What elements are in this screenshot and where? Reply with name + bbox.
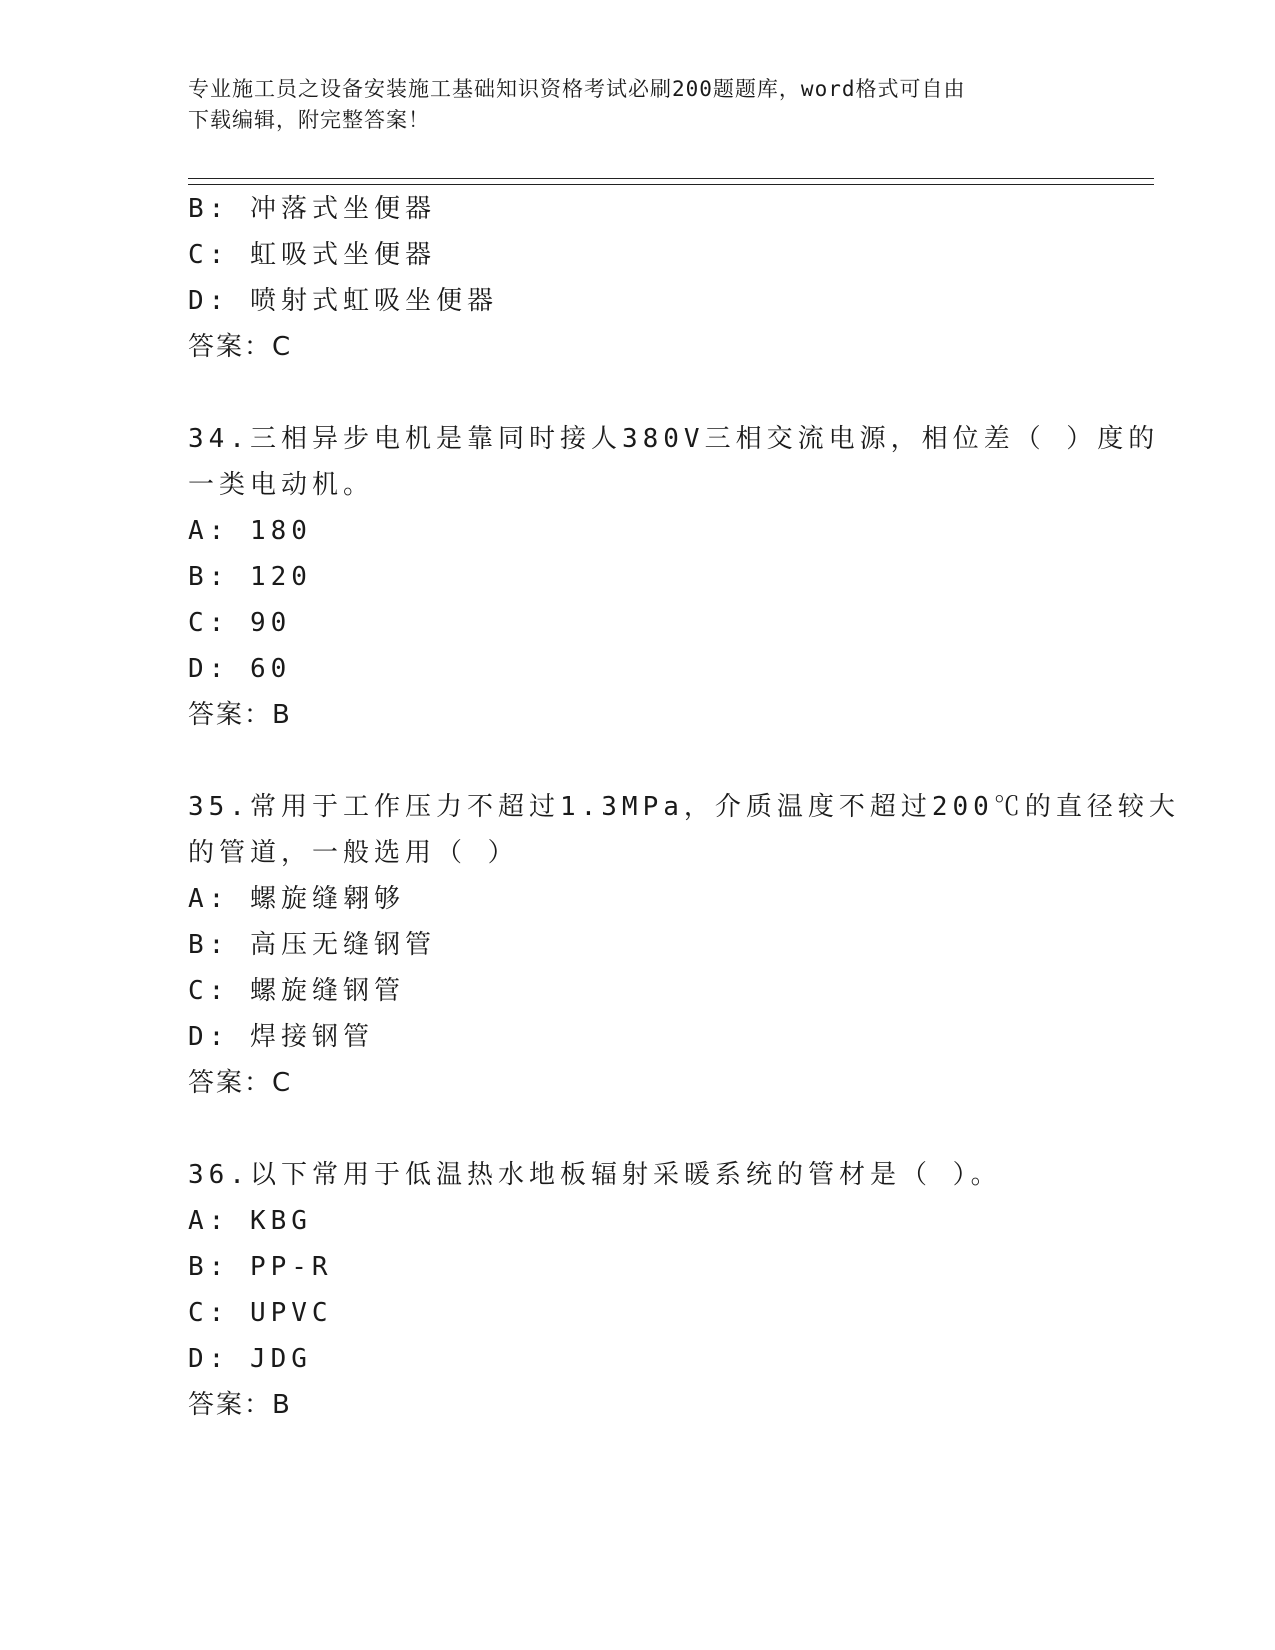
question-33-tail <box>188 186 1088 370</box>
option-a: A: 螺旋缝翱够 <box>188 884 405 914</box>
header-line-1: 专业施工员之设备安装施工基础知识资格考试必刷200题题库，word格式可自由 <box>188 77 966 101</box>
option-c: C: 螺旋缝钢管 <box>188 976 405 1006</box>
option-b: B: 高压无缝钢管 <box>188 930 436 960</box>
option-a: A: 180 <box>188 516 312 546</box>
option-b: B: 冲落式坐便器 <box>188 194 436 224</box>
option-d: D: JDG <box>188 1344 312 1374</box>
answer: 答案：C <box>188 1068 293 1098</box>
answer: 答案：B <box>188 1390 292 1420</box>
option-b: B: 120 <box>188 562 312 592</box>
question-36 <box>188 1152 1088 1428</box>
question-stem-line-2: 一类电动机。 <box>188 470 375 500</box>
question-stem-line-1: 34.三相异步电机是靠同时接人380V三相交流电源，相位差（ ）度的 <box>188 424 1160 454</box>
option-c: C: 90 <box>188 608 292 638</box>
question-35 <box>188 784 1180 1106</box>
question-stem-line-2: 的管道，一般选用（ ） <box>188 838 519 868</box>
option-d: D: 60 <box>188 654 292 684</box>
option-a: A: KBG <box>188 1206 312 1236</box>
option-c: C: 虹吸式坐便器 <box>188 240 436 270</box>
header-rule-bottom <box>188 184 1154 185</box>
option-d: D: 喷射式虹吸坐便器 <box>188 286 498 316</box>
answer: 答案：C <box>188 332 293 362</box>
option-d: D: 焊接钢管 <box>188 1022 374 1052</box>
header-line-2: 下载编辑，附完整答案！ <box>188 108 430 132</box>
option-c: C: UPVC <box>188 1298 333 1328</box>
answer: 答案：B <box>188 700 292 730</box>
header-rule-top <box>188 178 1154 179</box>
question-list <box>188 186 1180 1428</box>
question-34 <box>188 416 1160 738</box>
question-stem-line-1: 35.常用于工作压力不超过1.3MPa，介质温度不超过200℃的直径较大 <box>188 792 1180 822</box>
document-header <box>188 74 1088 136</box>
question-stem-line-1: 36.以下常用于低温热水地板辐射采暖系统的管材是（ ）。 <box>188 1160 1002 1190</box>
option-b: B: PP-R <box>188 1252 333 1282</box>
